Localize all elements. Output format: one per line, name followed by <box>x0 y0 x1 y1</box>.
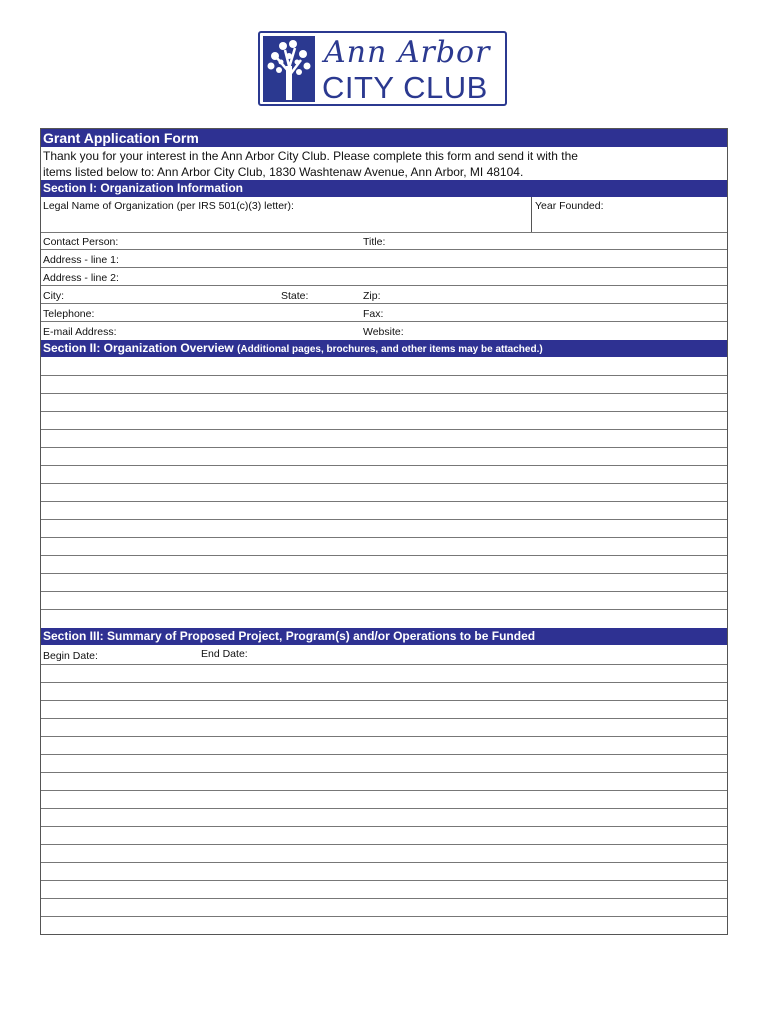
address-line-2-label: Address - line 2: <box>43 272 119 284</box>
contact-person-label: Contact Person: <box>43 236 119 248</box>
overview-line-4[interactable] <box>41 429 727 430</box>
summary-line-2[interactable] <box>41 682 727 683</box>
summary-line-10[interactable] <box>41 826 727 827</box>
section-3-header: Section III: Summary of Proposed Project, Program(s) and/or Operations to be Funded <box>41 628 727 645</box>
summary-line-4[interactable] <box>41 718 727 719</box>
overview-line-11[interactable] <box>41 555 727 556</box>
zip-label: Zip: <box>363 290 381 302</box>
summary-line-8[interactable] <box>41 790 727 791</box>
overview-line-12[interactable] <box>41 573 727 574</box>
summary-line-5[interactable] <box>41 736 727 737</box>
form-title: Grant Application Form <box>41 129 727 147</box>
overview-line-7[interactable] <box>41 483 727 484</box>
begin-date-label: Begin Date: <box>43 650 98 662</box>
intro-line-1: Thank you for your interest in the Ann Arbor City Club. Please complete this form and send it with the <box>43 149 578 163</box>
state-label: State: <box>281 290 309 302</box>
summary-line-7[interactable] <box>41 772 727 773</box>
summary-line-6[interactable] <box>41 754 727 755</box>
summary-line-12[interactable] <box>41 862 727 863</box>
grant-application-form <box>40 128 728 935</box>
intro-line-2: items listed below to: Ann Arbor City Club, 1830 Washtenaw Avenue, Ann Arbor, MI 48104. <box>43 165 524 179</box>
overview-line-3[interactable] <box>41 411 727 412</box>
section-2-subtitle: (Additional pages, brochures, and other items may be attached.) <box>237 344 543 355</box>
year-founded-label: Year Founded: <box>535 200 604 212</box>
address-line-1-label: Address - line 1: <box>43 254 119 266</box>
summary-line-13[interactable] <box>41 880 727 881</box>
summary-line-15[interactable] <box>41 916 727 917</box>
overview-line-13[interactable] <box>41 591 727 592</box>
legal-name-label: Legal Name of Organization (per IRS 501(c)(3) letter): <box>43 200 294 212</box>
logo-script-text: Ann Arbor <box>324 35 491 70</box>
summary-line-1[interactable] <box>41 664 727 665</box>
overview-line-5[interactable] <box>41 447 727 448</box>
title-label: Title: <box>363 236 386 248</box>
overview-line-2[interactable] <box>41 393 727 394</box>
section-2-header <box>41 340 727 357</box>
summary-line-11[interactable] <box>41 844 727 845</box>
section-2-title: Section II: Organization Overview <box>43 341 234 355</box>
overview-line-6[interactable] <box>41 465 727 466</box>
end-date-label: End Date: <box>201 648 248 660</box>
tree-icon <box>263 36 315 102</box>
overview-line-9[interactable] <box>41 519 727 520</box>
telephone-label: Telephone: <box>43 308 95 320</box>
summary-line-9[interactable] <box>41 808 727 809</box>
summary-line-14[interactable] <box>41 898 727 899</box>
fax-label: Fax: <box>363 308 384 320</box>
overview-line-1[interactable] <box>41 375 727 376</box>
overview-line-14[interactable] <box>41 609 727 610</box>
website-label: Website: <box>363 326 404 338</box>
overview-line-8[interactable] <box>41 501 727 502</box>
city-label: City: <box>43 290 64 302</box>
ann-arbor-city-club-logo <box>258 31 507 106</box>
section-1-header: Section I: Organization Information <box>41 180 727 197</box>
email-label: E-mail Address: <box>43 326 117 338</box>
overview-line-10[interactable] <box>41 537 727 538</box>
summary-line-3[interactable] <box>41 700 727 701</box>
form-intro <box>43 148 683 180</box>
logo-caps-text: CITY CLUB <box>322 70 488 105</box>
